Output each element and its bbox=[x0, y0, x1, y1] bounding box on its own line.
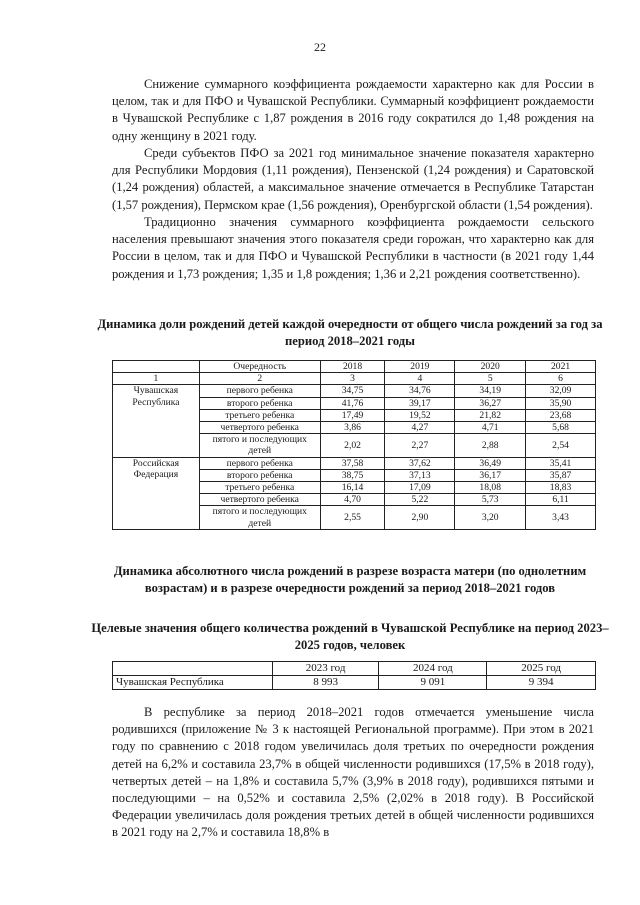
table1-number-row bbox=[113, 373, 596, 385]
table1-value-cell: 19,52 bbox=[385, 409, 455, 421]
table1-value-cell: 32,09 bbox=[526, 385, 596, 397]
table2-value-2025: 9 394 bbox=[487, 676, 596, 690]
table1-value-cell: 2,55 bbox=[320, 506, 385, 529]
table1-value-cell: 3,20 bbox=[455, 506, 526, 529]
table2-region: Чувашская Республика bbox=[113, 676, 273, 690]
table1-header-cell: 2018 bbox=[320, 361, 385, 373]
table1-value-cell: 34,19 bbox=[455, 385, 526, 397]
table1-value-cell: 37,58 bbox=[320, 457, 385, 469]
table1-value-cell: 23,68 bbox=[526, 409, 596, 421]
table2-corner bbox=[113, 662, 273, 676]
table2-value-2024: 9 091 bbox=[379, 676, 487, 690]
table1-order-label: пятого и последующих детей bbox=[199, 434, 320, 457]
table1-order-label: второго ребенка bbox=[199, 397, 320, 409]
table1-order-label: четвертого ребенка bbox=[199, 494, 320, 506]
table1-value-cell: 36,27 bbox=[455, 397, 526, 409]
table1-value-cell: 18,08 bbox=[455, 482, 526, 494]
table1-value-cell: 36,17 bbox=[455, 469, 526, 481]
table1-value-cell: 37,13 bbox=[385, 469, 455, 481]
table1-region-cell: Российская Федерация bbox=[113, 457, 200, 529]
table1-order-label: первого ребенка bbox=[199, 457, 320, 469]
table1-value-cell: 18,83 bbox=[526, 482, 596, 494]
table1-column-number: 1 bbox=[113, 373, 200, 385]
table1-value-cell: 3,86 bbox=[320, 422, 385, 434]
table1-value-cell: 17,49 bbox=[320, 409, 385, 421]
heading-table-1: Динамика доли рождений детей каждой очередности от общего числа рождений за год за период 2018–2021 годы bbox=[97, 317, 603, 348]
table2-year-2023: 2023 год bbox=[272, 662, 379, 676]
table1-value-cell: 21,82 bbox=[455, 409, 526, 421]
table1-value-cell: 16,14 bbox=[320, 482, 385, 494]
table2-year-2024: 2024 год bbox=[379, 662, 487, 676]
birth-order-share-table bbox=[112, 360, 596, 530]
table1-value-cell: 34,76 bbox=[385, 385, 455, 397]
table1-value-cell: 37,62 bbox=[385, 457, 455, 469]
table1-header-cell bbox=[113, 361, 200, 373]
paragraph-1: Снижение суммарного коэффициента рождаемости характерно как для России в целом, так и для ПФО и Чувашской Республики. Суммарный коэффициент рождаемости в Чувашской Республике с 1,87 рождения в 2016 году сократился до 1,48 рождения на одну женщину в 2021 году. bbox=[112, 77, 594, 143]
table1-header-cell: 2020 bbox=[455, 361, 526, 373]
table2-year-2025: 2025 год bbox=[487, 662, 596, 676]
table1-order-label: пятого и последующих детей bbox=[199, 506, 320, 529]
table1-value-cell: 34,75 bbox=[320, 385, 385, 397]
table1-order-label: третьего ребенка bbox=[199, 409, 320, 421]
heading-table-3: Целевые значения общего количества рождений в Чувашской Республике на период 2023–2025 годов, человек bbox=[91, 621, 609, 652]
table1-value-cell: 2,54 bbox=[526, 434, 596, 457]
table1-value-cell: 41,76 bbox=[320, 397, 385, 409]
table1-column-number: 6 bbox=[526, 373, 596, 385]
table1-header-cell: 2019 bbox=[385, 361, 455, 373]
table1-value-cell: 4,70 bbox=[320, 494, 385, 506]
table1-region-cell: Чувашская Республика bbox=[113, 385, 200, 457]
table1-value-cell: 38,75 bbox=[320, 469, 385, 481]
table1-value-cell: 4,27 bbox=[385, 422, 455, 434]
table2-value-2023: 8 993 bbox=[272, 676, 379, 690]
table1-value-cell: 35,90 bbox=[526, 397, 596, 409]
table1-value-cell: 4,71 bbox=[455, 422, 526, 434]
paragraph-4: В республике за период 2018–2021 годов отмечается уменьшение числа родившихся (приложение № 3 к настоящей Региональной программе). При этом в 2021 году по сравнению с 2018 годом увеличилась доля третьих по очередности рождения детей на 6,2% и составила 23,7% в общей численности родившихся (17,5% в 2018 году), четвертых детей – на 1,8% и составила 5,7% (3,9% в 2018 году), родившихся пятыми и последующими – на 0,52% и составила 2,5% (2,02% в 2018 году). В Российской Федерации увеличилась доля рождения третьих детей в общей численности родившихся в 2021 году на 2,7% и составила 18,8% в bbox=[112, 705, 594, 840]
table-row bbox=[113, 457, 596, 469]
table1-value-cell: 3,43 bbox=[526, 506, 596, 529]
heading-table-2: Динамика абсолютного числа рождений в разрезе возраста матери (по однолетним возрастам) и в разрезе очередности рождений за период 2018–2021 годов bbox=[113, 564, 587, 595]
target-births-table bbox=[112, 661, 596, 690]
table1-value-cell: 2,88 bbox=[455, 434, 526, 457]
paragraph-3: Традиционно значения суммарного коэффициента рождаемости сельского населения превышают значения этого показателя среди горожан, что характерно как для России в целом, так и для ПФО и Чувашской Республики в частности (в 2021 году 1,44 рождения и 1,73 рождения; 1,35 и 1,8 рождения; 1,36 и 2,21 рождения соответственно). bbox=[112, 215, 594, 281]
table1-order-label: третьего ребенка bbox=[199, 482, 320, 494]
table1-header-row bbox=[113, 361, 596, 373]
table1-column-number: 2 bbox=[199, 373, 320, 385]
table-row bbox=[113, 385, 596, 397]
table1-value-cell: 2,90 bbox=[385, 506, 455, 529]
table1-column-number: 3 bbox=[320, 373, 385, 385]
table1-value-cell: 2,02 bbox=[320, 434, 385, 457]
table1-value-cell: 35,87 bbox=[526, 469, 596, 481]
table1-value-cell: 39,17 bbox=[385, 397, 455, 409]
table1-value-cell: 5,22 bbox=[385, 494, 455, 506]
table1-order-label: второго ребенка bbox=[199, 469, 320, 481]
table1-column-number: 5 bbox=[455, 373, 526, 385]
table1-value-cell: 35,41 bbox=[526, 457, 596, 469]
table1-column-number: 4 bbox=[385, 373, 455, 385]
table1-value-cell: 36,49 bbox=[455, 457, 526, 469]
table1-header-cell: 2021 bbox=[526, 361, 596, 373]
paragraph-2: Среди субъектов ПФО за 2021 год минимальное значение показателя характерно для Республики Мордовия (1,11 рождения), Пензенской (1,24 рождения) и Саратовской (1,24 рождения) областей, а максимальное значение отмечается в Республике Татарстан (1,57 рождения), Пермском крае (1,56 рождения), Оренбургской области (1,54 рождения). bbox=[112, 146, 594, 212]
table1-value-cell: 5,73 bbox=[455, 494, 526, 506]
page-number: 22 bbox=[314, 40, 326, 54]
table1-value-cell: 5,68 bbox=[526, 422, 596, 434]
table1-value-cell: 6,11 bbox=[526, 494, 596, 506]
table1-order-label: четвертого ребенка bbox=[199, 422, 320, 434]
table1-value-cell: 2,27 bbox=[385, 434, 455, 457]
table1-header-cell: Очередность bbox=[199, 361, 320, 373]
table1-order-label: первого ребенка bbox=[199, 385, 320, 397]
table1-value-cell: 17,09 bbox=[385, 482, 455, 494]
